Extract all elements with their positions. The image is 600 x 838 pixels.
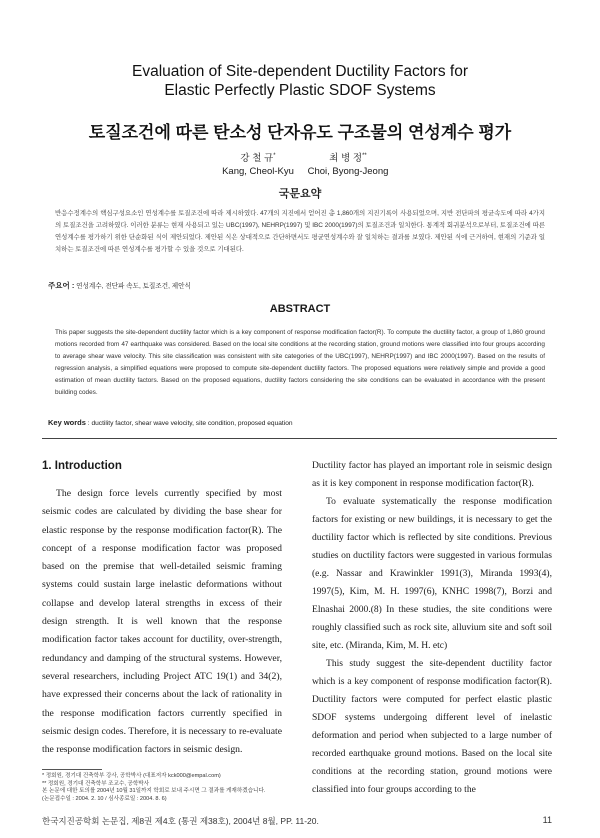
author-1-mark: * [273,153,276,159]
title-ko: 토질조건에 따른 탄소성 단자유도 구조물의 연성계수 평가 [88,123,512,142]
title-en-line2: Elastic Perfectly Plastic SDOF Systems [164,82,436,99]
korean-keywords-label: 주요어 : [48,281,75,290]
journal-footer: 한국지진공학회 논문집, 제8권 제4호 (통권 제38호), 2004년 8월, PP. 11-20. [42,816,319,826]
author-2-name-ko: 최 병 정 [329,153,363,165]
english-keywords-label: Key words [48,418,86,427]
right-paragraph-2: To evaluate systematically the response modification factors for existing or new buildings, it is necessary to get the ductility factor which is reflected by site conditions. Previous studies on ductility factors were suggested in various formulas (e.g. Nassar and Krawinkler 1991(3), Miranda 1993(4), 1997(5), Kim, M. H. 1997(6), KNHC 1998(7), Borzi and Elnashai 2000.(8) In these studies, the site conditions were roughly classified such as rock site, alluvium site and soft soil site, etc. (Miranda, Kim, M. H. etc) [312,496,552,651]
left-paragraph: The design force levels currently specified by most seismic codes are calculated by dividing the base shear for elastic response by the response modification factor(R). The concept of a response modification factor was proposed based on the premise that well-detailed seismic framing systems could sustain large inelastic deformations without collapse and develop lateral strengths in excess of their design strength. It is well known that the response modification factor takes account for ductility, over-strength, redundancy and damping of the structural systems. However, several researchers, including Project ATC 19(1) and 34(2), have expressed their concerns about the lack of rationality in the response modification factors currently specified in seismic design codes. Therefore, it is necessary to re-evaluate the response modification factors in seismic design. [42,488,282,756]
page-number: 11 [542,815,552,825]
english-keywords-text: : ductility factor, shear wave velocity, site condition, proposed equation [87,420,293,427]
author-1-name-en: Kang, Cheol-Kyu [222,166,294,178]
korean-keywords-text: 연성계수, 전단파 속도, 토질조건, 제안식 [76,283,191,290]
author-2 [293,150,403,178]
title-en-line1: Evaluation of Site-dependent Ductility Factors for [131,63,468,80]
author-2-name-en: Choi, Byong-Jeong [307,166,389,178]
footnotes: * 정회원, 경기대 건축학부 강사, 공학박사 (대표저자 kck000@empal.com) ** 정회원, 경기대 건축학부 조교수, 공학박사 본 논문에 대한 토의를 2004년 10월 31일까지 학회로 보내 주시면 그 결과를 게재하겠습니다. (논문접수일 : 2004. 2. 10 / 심사종료일 : 2004. 8. 6) [42,773,266,802]
section-title: 1. Introduction [42,460,122,472]
abstract-divider [42,438,557,439]
english-abstract-heading: ABSTRACT [269,303,331,315]
author-2-mark: ** [362,153,367,159]
right-column [312,457,552,799]
korean-abstract-heading: 국문요약 [278,188,322,200]
english-keywords [48,418,293,427]
english-abstract-text: This paper suggests the site-dependent ductility factor which is a key component of response modification factor(R). To compute the ductility factor, a group of 1,860 ground motions recorded from 47 earthquake was considered. Based on the local site conditions at the recording station, ground motions were classified into four groups according to average shear wave velocity. This site classification was consistent with site categories of the UBC(1997), NEHRP(1997) and IBC 2000(1997). Based on the results of regression analysis, a simplified equations were proposed to compute site-dependent ductility factors. The proposed equations were relatively simple and provide a good estimation of mean ductility factors. Based on the proposed equations, ductility factors considering the site conditions can be evaluated in accordance with the present building codes. [55,329,545,396]
footnote-divider [42,769,102,770]
korean-abstract-text: 반응수정계수의 핵심구성요소인 연성계수를 토질조건에 따라 제시하였다. 47개의 지진에서 얻어진 총 1,860개의 지진기록이 사용되었으며, 지반 전단파의 평균속도에 따라 4가지의 토질조건을 고려하였다. 이러한 분류는 현재 사용되고 있는 UBC(1997), NEHRP(1997) 및 IBC 2000(1997)의 토질조건과 일치한다. 통계적 회귀분석으로부터, 토질조건에 따른 연성계수를 평가하기 위한 단순화된 식이 제안되었다. 제안된 식은 상대적으로 간단하면서도 평균연성계수와 잘 일치하는 결과를 보였다. 제안된 식에 근거하여, 현재의 기준과 일치하는 토질조건에 따른 연성계수를 평가할 수 있을 것으로 기대된다. [55,210,545,253]
author-1-name-ko: 강 철 규 [240,153,274,165]
right-paragraph-1: Ductility factor has played an important role in seismic design as it is key component in response modification factor(R). [312,460,552,489]
korean-keywords [48,280,191,291]
left-column [42,485,282,759]
right-paragraph-3: This study suggest the site-dependent ductility factor which is a key component of response modification factor(R). Ductility factors were computed for perfect elastic plastic SDOF systems undergoing different level of inelastic deformation and period when subjected to a large number of recorded earthquake ground motions. Based on the local site conditions at the recording station, ground motions were classified into four groups according to the [312,658,552,795]
